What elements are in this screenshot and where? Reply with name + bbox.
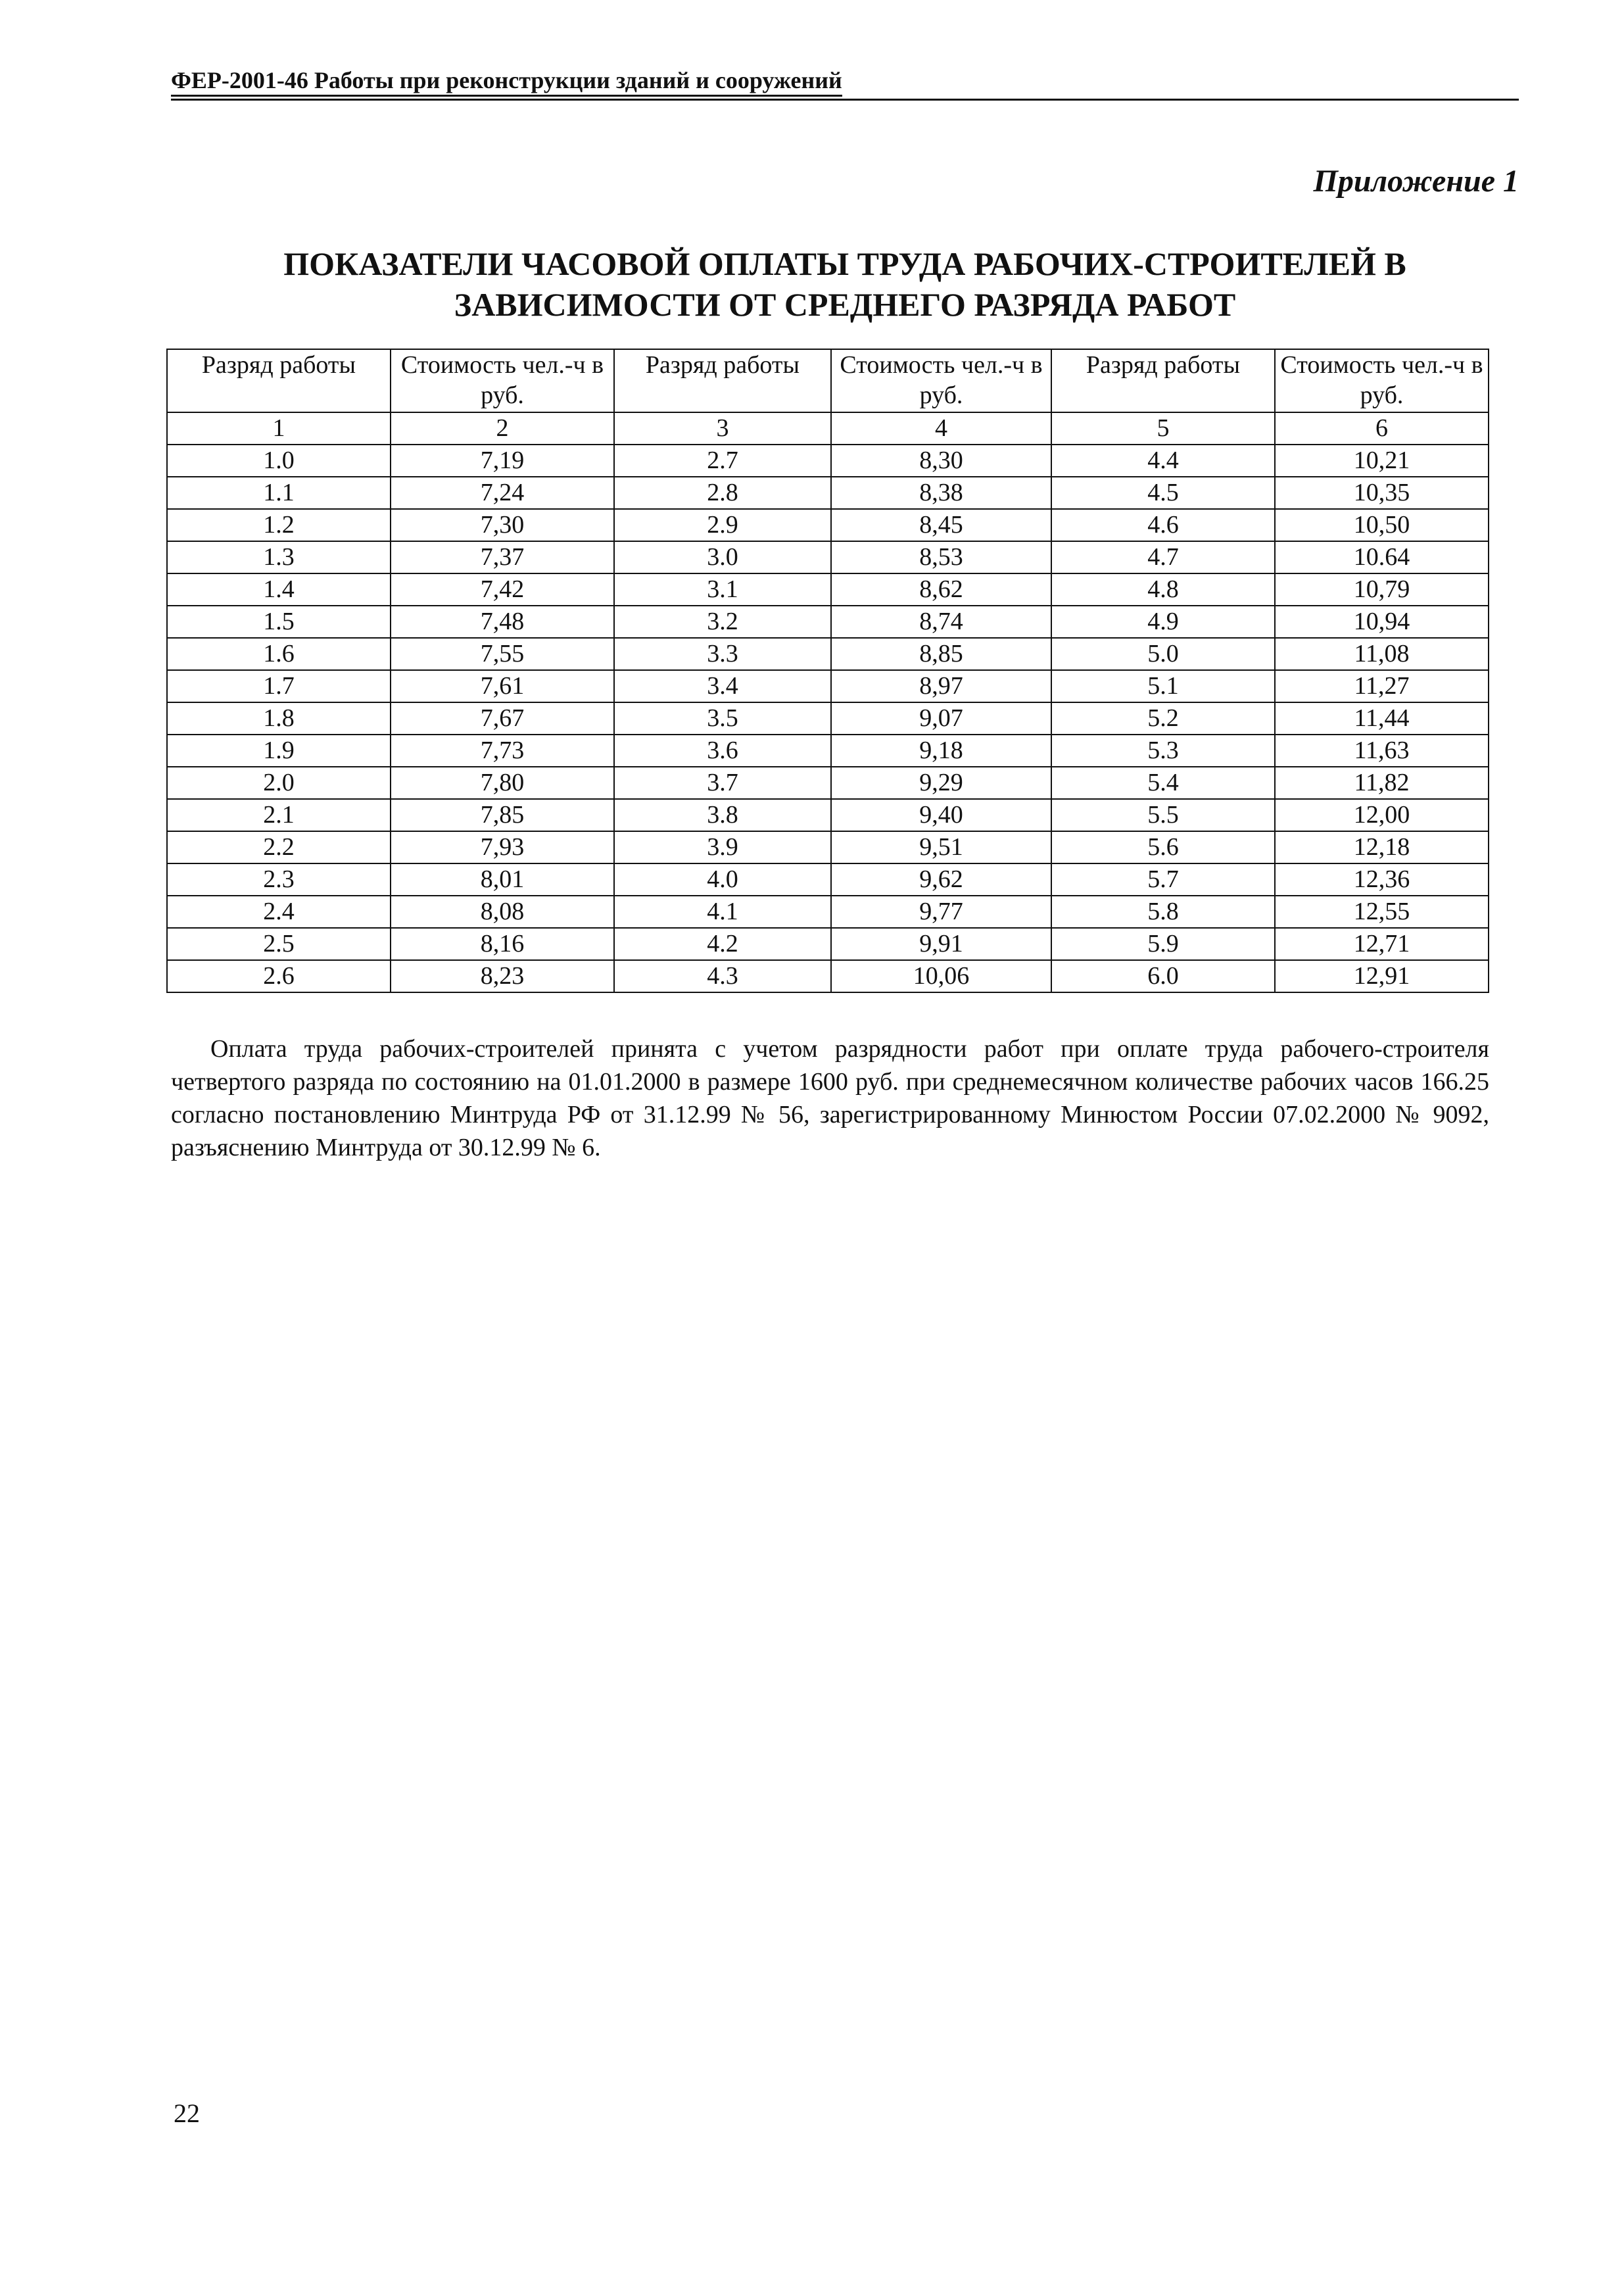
table-row: [167, 541, 1489, 573]
grade-cell: 2.1: [167, 799, 391, 831]
grade-cell: 1.5: [167, 606, 391, 638]
grade-cell: 2.3: [167, 863, 391, 896]
cost-cell: 7,24: [391, 477, 614, 509]
cost-cell: 10,50: [1275, 509, 1489, 541]
cost-cell: 9,77: [831, 896, 1051, 928]
table-row: [167, 509, 1489, 541]
cost-cell: 7,19: [391, 445, 614, 477]
grade-cell: 3.4: [614, 670, 831, 702]
grade-cell: 4.7: [1051, 541, 1275, 573]
table-header-row: [167, 349, 1489, 412]
grade-cell: 3.5: [614, 702, 831, 735]
cost-cell: 9,40: [831, 799, 1051, 831]
grade-cell: 4.2: [614, 928, 831, 960]
table-row: [167, 960, 1489, 992]
grade-cell: 3.2: [614, 606, 831, 638]
column-number: 1: [167, 412, 391, 445]
cost-cell: 7,48: [391, 606, 614, 638]
grade-cell: 4.8: [1051, 573, 1275, 606]
cost-cell: 7,80: [391, 767, 614, 799]
grade-cell: 4.0: [614, 863, 831, 896]
appendix-label: Приложение 1: [1313, 164, 1519, 199]
cost-cell: 7,93: [391, 831, 614, 863]
grade-cell: 2.6: [167, 960, 391, 992]
grade-cell: 1.3: [167, 541, 391, 573]
table-row: [167, 799, 1489, 831]
grade-cell: 3.3: [614, 638, 831, 670]
grade-cell: 4.3: [614, 960, 831, 992]
grade-cell: 3.8: [614, 799, 831, 831]
cost-cell: 12,18: [1275, 831, 1489, 863]
cost-cell: 8,01: [391, 863, 614, 896]
table-row: [167, 670, 1489, 702]
cost-cell: 8,38: [831, 477, 1051, 509]
grade-cell: 5.1: [1051, 670, 1275, 702]
column-number: 5: [1051, 412, 1275, 445]
header-grade-1: Разряд работы: [167, 349, 391, 412]
grade-cell: 2.7: [614, 445, 831, 477]
cost-cell: 8,45: [831, 509, 1051, 541]
grade-cell: 5.9: [1051, 928, 1275, 960]
table-row: [167, 477, 1489, 509]
grade-cell: 5.7: [1051, 863, 1275, 896]
running-head-text: ФЕР-2001-46 Работы при реконструкции зданий и сооружений: [171, 66, 842, 97]
table-row: [167, 928, 1489, 960]
column-number-row: [167, 412, 1489, 445]
grade-cell: 4.4: [1051, 445, 1275, 477]
cost-cell: 8,30: [831, 445, 1051, 477]
cost-cell: 11,08: [1275, 638, 1489, 670]
grade-cell: 2.9: [614, 509, 831, 541]
table-row: [167, 767, 1489, 799]
cost-cell: 7,30: [391, 509, 614, 541]
grade-cell: 3.6: [614, 735, 831, 767]
page-title: [171, 243, 1519, 325]
grade-cell: 5.3: [1051, 735, 1275, 767]
title-line-2: ЗАВИСИМОСТИ ОТ СРЕДНЕГО РАЗРЯДА РАБОТ: [454, 286, 1236, 323]
grade-cell: 5.0: [1051, 638, 1275, 670]
grade-cell: 1.0: [167, 445, 391, 477]
column-number: 2: [391, 412, 614, 445]
header-cost-3: Стоимость чел.-ч в руб.: [1275, 349, 1489, 412]
cost-cell: 12,55: [1275, 896, 1489, 928]
grade-cell: 1.1: [167, 477, 391, 509]
grade-cell: 1.6: [167, 638, 391, 670]
grade-cell: 3.1: [614, 573, 831, 606]
cost-cell: 9,18: [831, 735, 1051, 767]
grade-cell: 1.9: [167, 735, 391, 767]
cost-cell: 10,35: [1275, 477, 1489, 509]
cost-cell: 9,07: [831, 702, 1051, 735]
cost-cell: 7,61: [391, 670, 614, 702]
table-row: [167, 638, 1489, 670]
cost-cell: 7,73: [391, 735, 614, 767]
table-row: [167, 735, 1489, 767]
grade-cell: 4.6: [1051, 509, 1275, 541]
header-cost-2: Стоимость чел.-ч в руб.: [831, 349, 1051, 412]
grade-cell: 5.8: [1051, 896, 1275, 928]
running-head: [171, 66, 1519, 101]
cost-cell: 9,91: [831, 928, 1051, 960]
grade-cell: 4.9: [1051, 606, 1275, 638]
cost-cell: 10,79: [1275, 573, 1489, 606]
cost-cell: 7,55: [391, 638, 614, 670]
grade-cell: 3.9: [614, 831, 831, 863]
cost-cell: 7,37: [391, 541, 614, 573]
table-row: [167, 445, 1489, 477]
grade-cell: 3.7: [614, 767, 831, 799]
note-paragraph: Оплата труда рабочих-строителей принята с учетом разрядности работ при оплате труда рабочего-строителя четвертого разряда по состоянию на 01.01.2000 в размере 1600 руб. при среднемесячном количестве рабочих часов 166.25 согласно постановлению Минтруда РФ от 31.12.99 № 56, зарегистрированному Минюстом России 07.02.2000 № 9092, разъяснению Минтруда от 30.12.99 № 6.: [171, 1035, 1489, 1161]
grade-cell: 2.2: [167, 831, 391, 863]
grade-cell: 2.8: [614, 477, 831, 509]
title-line-1: ПОКАЗАТЕЛИ ЧАСОВОЙ ОПЛАТЫ ТРУДА РАБОЧИХ-СТРОИТЕЛЕЙ В: [283, 245, 1406, 282]
page-number: 22: [174, 2098, 200, 2128]
cost-cell: 8,74: [831, 606, 1051, 638]
cost-cell: 9,51: [831, 831, 1051, 863]
header-grade-3: Разряд работы: [1051, 349, 1275, 412]
table-row: [167, 606, 1489, 638]
table-row: [167, 573, 1489, 606]
cost-cell: 8,62: [831, 573, 1051, 606]
grade-cell: 5.6: [1051, 831, 1275, 863]
cost-cell: 11,27: [1275, 670, 1489, 702]
cost-cell: 7,42: [391, 573, 614, 606]
cost-cell: 8,97: [831, 670, 1051, 702]
grade-cell: 2.5: [167, 928, 391, 960]
cost-cell: 12,91: [1275, 960, 1489, 992]
header-cost-1: Стоимость чел.-ч в руб.: [391, 349, 614, 412]
hourly-rate-table: [166, 349, 1489, 993]
cost-cell: 10.64: [1275, 541, 1489, 573]
grade-cell: 5.2: [1051, 702, 1275, 735]
column-number: 6: [1275, 412, 1489, 445]
cost-cell: 11,44: [1275, 702, 1489, 735]
table-row: [167, 896, 1489, 928]
grade-cell: 1.7: [167, 670, 391, 702]
cost-cell: 8,23: [391, 960, 614, 992]
cost-cell: 10,06: [831, 960, 1051, 992]
grade-cell: 5.4: [1051, 767, 1275, 799]
table-row: [167, 831, 1489, 863]
cost-cell: 8,85: [831, 638, 1051, 670]
grade-cell: 1.2: [167, 509, 391, 541]
table-row: [167, 702, 1489, 735]
header-grade-2: Разряд работы: [614, 349, 831, 412]
cost-cell: 12,36: [1275, 863, 1489, 896]
cost-cell: 9,62: [831, 863, 1051, 896]
grade-cell: 6.0: [1051, 960, 1275, 992]
cost-cell: 12,00: [1275, 799, 1489, 831]
cost-cell: 11,82: [1275, 767, 1489, 799]
grade-cell: 2.0: [167, 767, 391, 799]
column-number: 3: [614, 412, 831, 445]
cost-cell: 12,71: [1275, 928, 1489, 960]
cost-cell: 10,21: [1275, 445, 1489, 477]
grade-cell: 4.1: [614, 896, 831, 928]
cost-cell: 8,16: [391, 928, 614, 960]
cost-cell: 9,29: [831, 767, 1051, 799]
cost-cell: 7,67: [391, 702, 614, 735]
grade-cell: 1.8: [167, 702, 391, 735]
cost-cell: 10,94: [1275, 606, 1489, 638]
cost-cell: 7,85: [391, 799, 614, 831]
cost-cell: 8,08: [391, 896, 614, 928]
grade-cell: 3.0: [614, 541, 831, 573]
grade-cell: 1.4: [167, 573, 391, 606]
grade-cell: 4.5: [1051, 477, 1275, 509]
cost-cell: 11,63: [1275, 735, 1489, 767]
column-number: 4: [831, 412, 1051, 445]
table-row: [167, 863, 1489, 896]
cost-cell: 8,53: [831, 541, 1051, 573]
grade-cell: 2.4: [167, 896, 391, 928]
grade-cell: 5.5: [1051, 799, 1275, 831]
